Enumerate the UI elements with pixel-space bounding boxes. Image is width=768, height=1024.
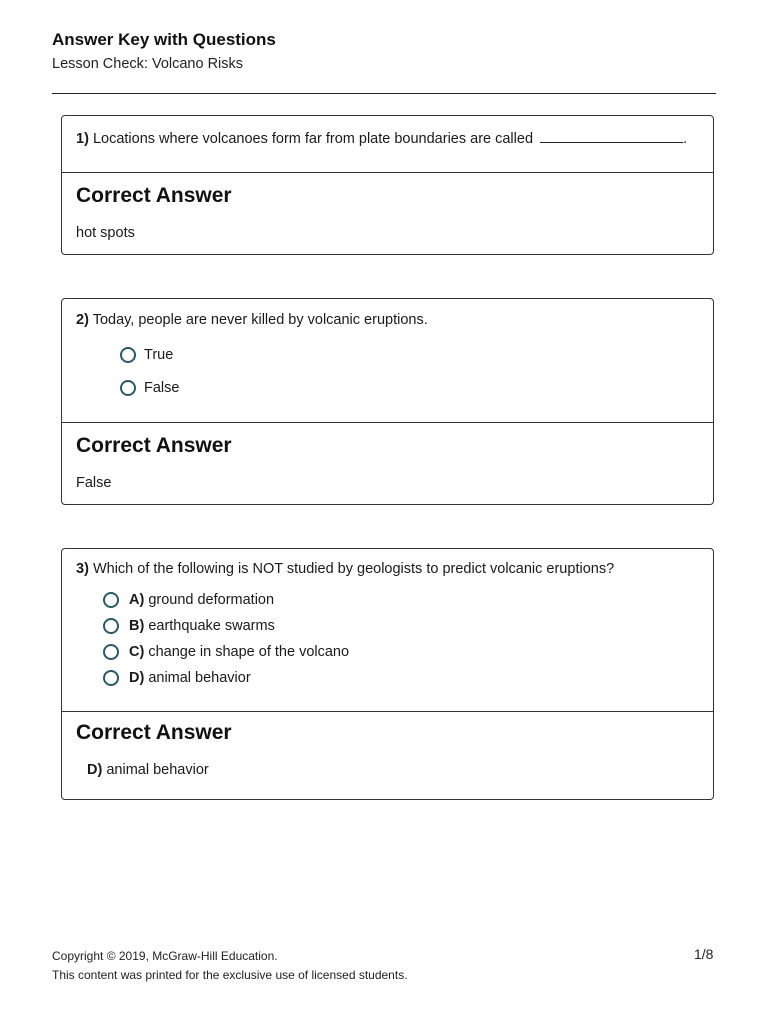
question-section (62, 116, 713, 173)
option-label: D) (129, 670, 145, 686)
question-section (62, 299, 713, 423)
option-text: False (144, 380, 180, 396)
option-b[interactable] (103, 618, 275, 634)
question-text (76, 312, 428, 328)
document-title: Answer Key with Questions (52, 30, 276, 49)
footer (52, 947, 408, 985)
question-text (76, 128, 687, 147)
question-card-3 (61, 548, 714, 800)
option-true[interactable] (120, 347, 173, 363)
option-label: B) (129, 618, 145, 634)
option-c[interactable] (103, 644, 349, 660)
question-section (62, 549, 713, 712)
answer-heading: Correct Answer (76, 434, 232, 457)
question-number: 2) (76, 312, 89, 328)
question-prompt: Today, people are never killed by volcanic eruptions. (92, 312, 428, 328)
option-d[interactable] (103, 670, 251, 686)
question-number: 1) (76, 131, 89, 147)
question-text (76, 561, 614, 577)
copyright-text: Copyright © 2019, McGraw-Hill Education. (52, 949, 278, 963)
document-subtitle: Lesson Check: Volcano Risks (52, 56, 244, 72)
question-suffix: . (683, 131, 688, 147)
page-number: 1/8 (694, 946, 714, 962)
option-false[interactable] (120, 380, 179, 396)
question-card-1 (61, 115, 714, 255)
answer-section (62, 712, 713, 799)
option-text: ground deformation (148, 592, 275, 608)
radio-button-icon[interactable] (120, 380, 136, 396)
answer-value: animal behavior (106, 762, 209, 778)
question-card-2 (61, 298, 714, 505)
answer-section (62, 173, 713, 254)
answer-text: hot spots (76, 225, 135, 241)
answer-section (62, 423, 713, 504)
license-notice: This content was printed for the exclusive use of licensed students. (52, 968, 408, 982)
option-text: earthquake swarms (148, 618, 275, 634)
fill-in-blank (540, 128, 683, 143)
radio-button-icon[interactable] (103, 644, 119, 660)
option-label: A) (129, 592, 145, 608)
question-prompt: Locations where volcanoes form far from plate boundaries are called (92, 131, 534, 147)
answer-heading: Correct Answer (76, 721, 232, 744)
option-label: C) (129, 644, 145, 660)
question-number: 3) (76, 561, 89, 577)
option-text: change in shape of the volcano (148, 644, 350, 660)
answer-heading: Correct Answer (76, 184, 232, 207)
option-a[interactable] (103, 592, 274, 608)
question-prompt: Which of the following is NOT studied by geologists to predict volcanic eruptions? (92, 561, 615, 577)
radio-button-icon[interactable] (103, 592, 119, 608)
answer-text (87, 762, 209, 778)
option-text: True (144, 347, 174, 363)
answer-label: D) (87, 762, 103, 778)
answer-text: False (76, 475, 112, 491)
radio-button-icon[interactable] (103, 670, 119, 686)
document-header (52, 30, 716, 72)
header-divider (52, 93, 716, 94)
radio-button-icon[interactable] (120, 347, 136, 363)
option-text: animal behavior (148, 670, 251, 686)
radio-button-icon[interactable] (103, 618, 119, 634)
